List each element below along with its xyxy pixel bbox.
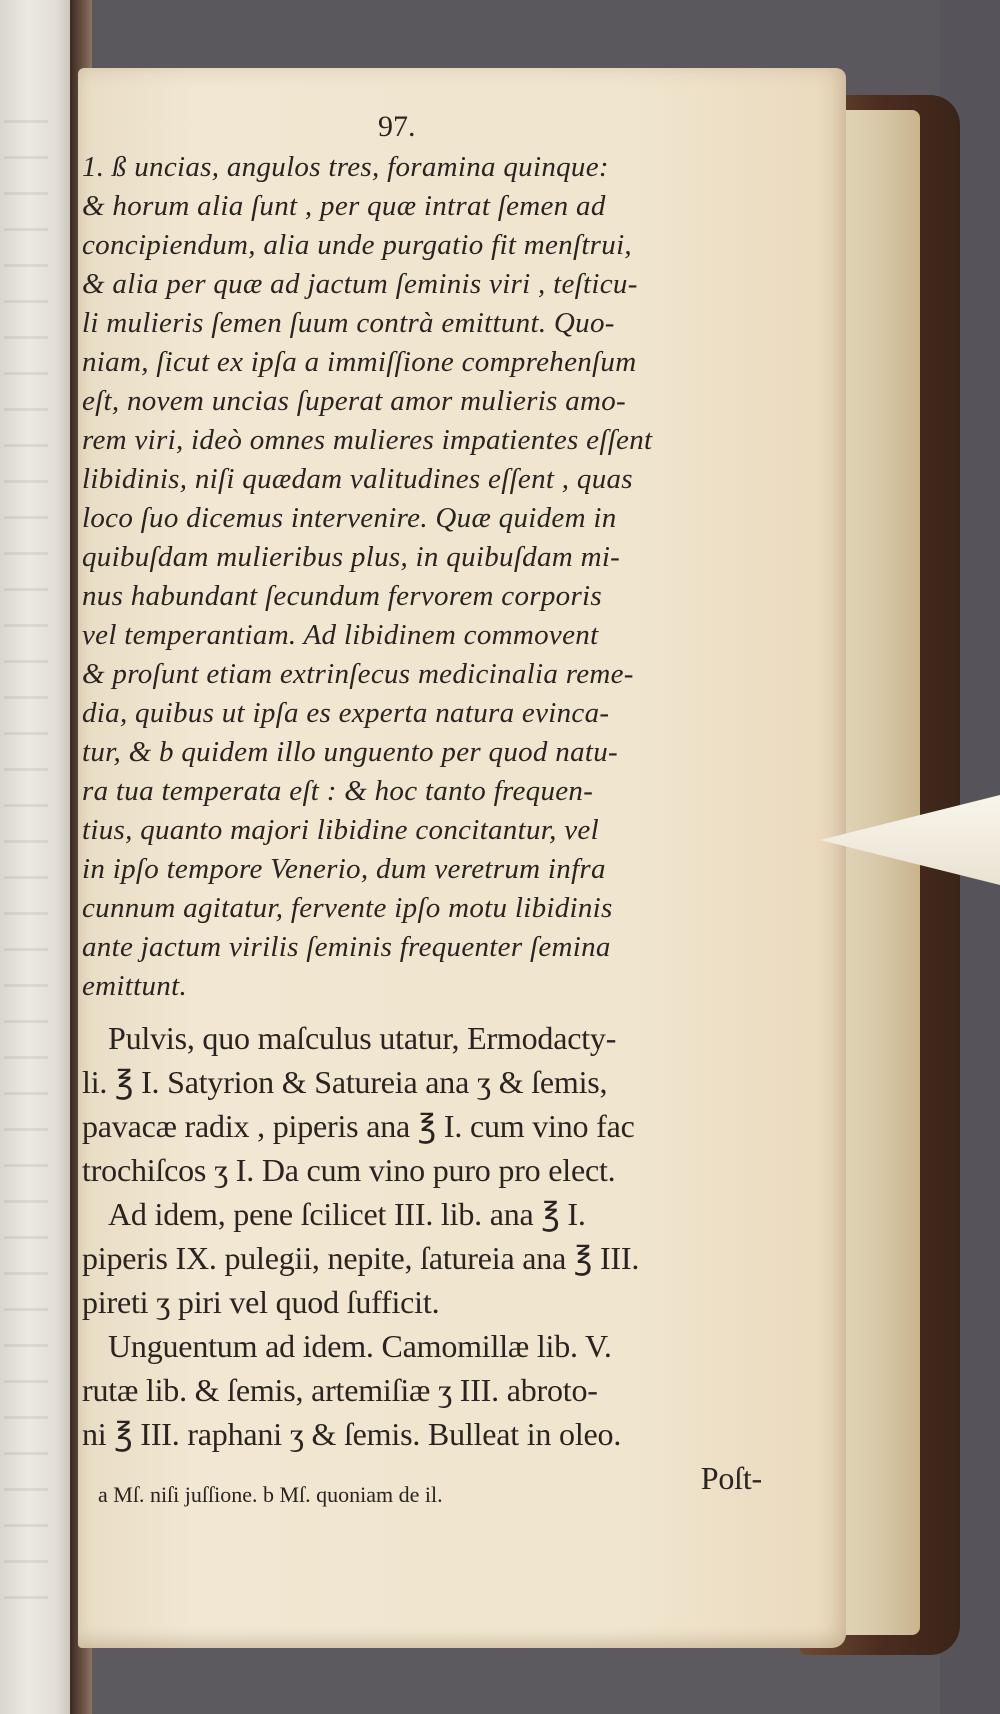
text-line: rutæ lib. & ſemis, artemiſiæ ʒ III. abroto-	[82, 1372, 598, 1408]
text-line: pavacæ radix , piperis ana ℥ I. cum vino fac	[82, 1108, 635, 1144]
text-line: vel temperantiam. Ad libidinem commovent	[82, 619, 599, 651]
text-line: trochiſcos ʒ I. Da cum vino puro pro elect.	[82, 1152, 616, 1188]
text-line: piperis IX. pulegii, nepite, ſatureia ana ℥ III.	[82, 1240, 640, 1276]
text-line: ra tua temperata eſt : & hoc tanto frequen-	[82, 775, 594, 807]
text-line: libidinis, niſi quædam valitudines eſſent , quas	[82, 463, 633, 495]
text-line: nus habundant ſecundum fervorem corporis	[82, 580, 602, 612]
text-line: cunnum agitatur, fervente ipſo motu libidinis	[82, 892, 613, 924]
roman-text-block	[82, 1016, 762, 1500]
text-line: quibuſdam mulieribus plus, in quibuſdam mi-	[82, 541, 621, 573]
text-line: eſt, novem uncias ſuperat amor mulieris amo-	[82, 385, 626, 417]
text-line: & proſunt etiam extrinſecus medicinalia reme-	[82, 658, 634, 690]
text-line: li mulieris ſemen ſuum contrà emittunt. Quo-	[82, 307, 615, 339]
text-line: pireti ʒ piri vel quod ſufficit.	[82, 1284, 440, 1320]
text-line: 1. ß uncias, angulos tres, foramina quinque:	[82, 151, 609, 183]
text-line: tius, quanto majori libidine concitantur, vel	[82, 814, 599, 846]
text-line: in ipſo tempore Venerio, dum veretrum infra	[82, 853, 606, 885]
text-line: loco ſuo dicemus intervenire. Quæ quidem in	[82, 502, 617, 534]
text-line: Ad idem, pene ſcilicet III. lib. ana ℥ I.	[108, 1196, 586, 1232]
left-page-stack	[0, 0, 80, 1714]
text-line: niam, ſicut ex ipſa a immiſſione comprehenſum	[82, 346, 637, 378]
text-line: Pulvis, quo maſculus utatur, Ermodacty-	[108, 1020, 617, 1056]
text-line: rem viri, ideò omnes mulieres impatientes eſſent	[82, 424, 653, 456]
text-line: ante jactum virilis ſeminis frequenter ſemina	[82, 931, 611, 963]
text-line: li. ℥ I. Satyrion & Satureia ana ʒ & ſemis,	[82, 1064, 608, 1100]
page-number: 97.	[378, 110, 416, 143]
text-line: dia, quibus ut ipſa es experta natura evinca-	[82, 697, 610, 729]
text-line: & alia per quæ ad jactum ſeminis viri , teſticu-	[82, 268, 638, 300]
text-line: & horum alia ſunt , per quæ intrat ſemen ad	[82, 190, 606, 222]
catchword: Poſt-	[700, 1460, 762, 1496]
text-line: concipiendum, alia unde purgatio fit menſtrui,	[82, 229, 632, 261]
text-line: ni ℥ III. raphani ʒ & ſemis. Bulleat in oleo.	[82, 1416, 622, 1452]
text-line: emittunt.	[82, 970, 187, 1002]
italic-text-block	[82, 148, 652, 1006]
text-line: tur, & b quidem illo unguento per quod natu-	[82, 736, 618, 768]
text-line: Unguentum ad idem. Camomillæ lib. V.	[108, 1328, 612, 1364]
left-page-text-shadow	[4, 120, 48, 1620]
footnote: a Mſ. niſi juſſione. b Mſ. quoniam de il.	[98, 1482, 443, 1507]
